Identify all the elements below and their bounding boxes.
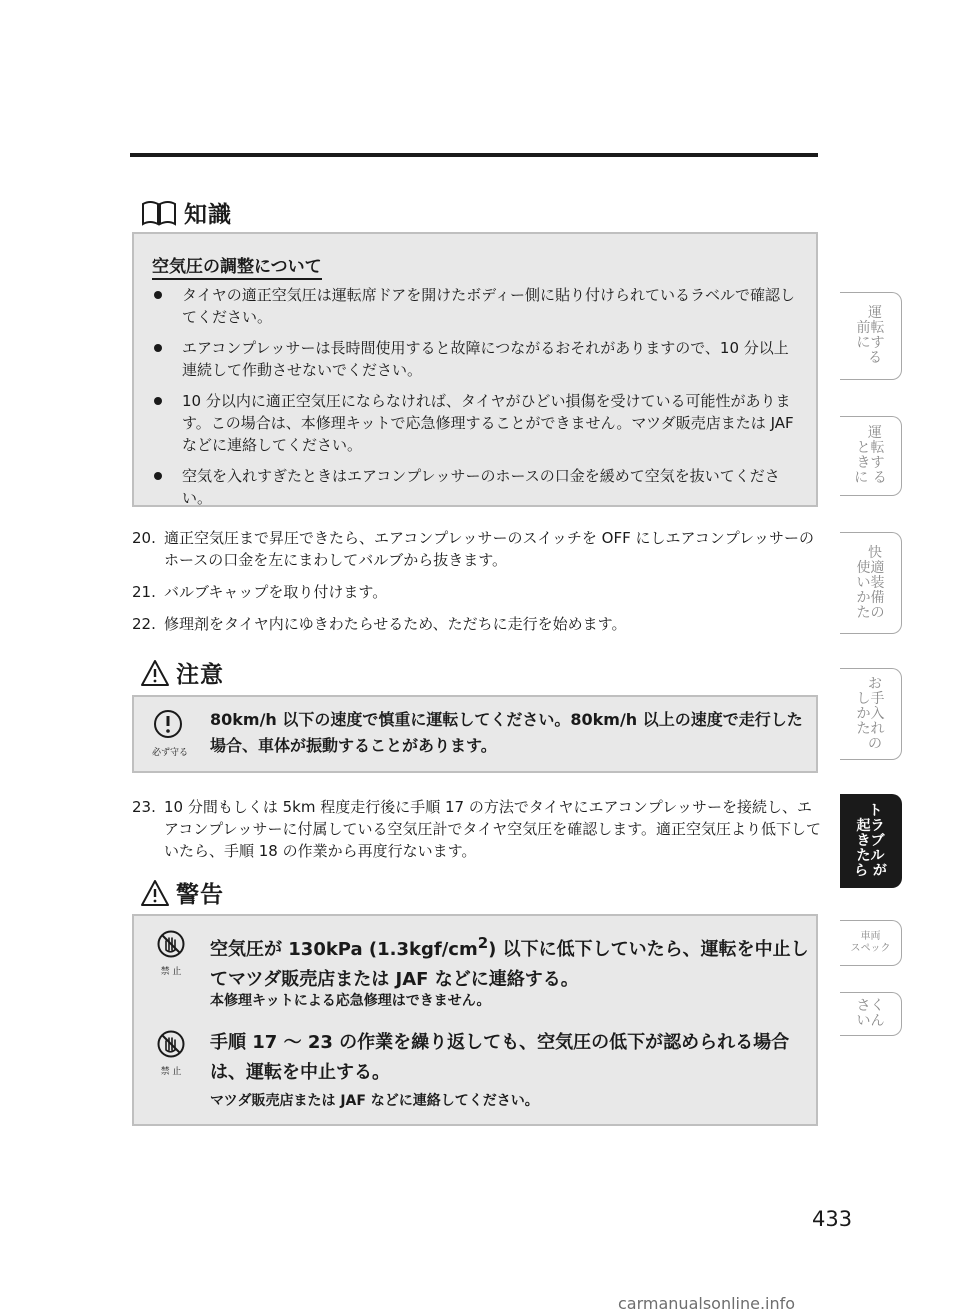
step-item xyxy=(132,613,822,635)
warning-sub-text: マツダ販売店または JAF などに連絡してください。 xyxy=(210,1093,539,1109)
exclamation-circle-icon xyxy=(153,709,183,739)
tab-index[interactable]: さく いん xyxy=(840,992,902,1036)
mandatory-label: 必ず守る xyxy=(152,748,189,758)
step-text: 適正空気圧まで昇圧できたら、エアコンプレッサーのスイッチを OFF にしエアコンプレッサーのホースの口金を左にまわしてバルブから抜きます。 xyxy=(164,529,815,569)
step-item xyxy=(132,581,822,603)
warning-main-text xyxy=(210,1028,810,1088)
warning-main-part: ) 以下に低下していたら、運転を中止してマツダ販売店または JAF などに連絡する。 xyxy=(210,939,809,990)
step-item xyxy=(132,527,822,571)
bullet-item: 空気を入れすぎたときはエアコンプレッサーのホースの口金を緩めて空気を抜いてください。 xyxy=(150,465,800,509)
warning-main-text xyxy=(210,928,810,995)
watermark: carmanualsonline.info xyxy=(618,1294,796,1313)
step-text: 10 分間もしくは 5km 程度走行後に手順 17 の方法でタイヤにエアコンプレッサーを接続し、エアコンプレッサーに付属している空気圧計でタイヤ空気圧を確認します。適正空気圧より低下していたら、手順 18 の作業から再度行ないます。 xyxy=(164,798,822,860)
tab-troubleshooting[interactable]: ト 起ラ きブ たル ら が xyxy=(840,794,902,888)
step-text: 修理剤をタイヤ内にゆきわたらせるため、ただちに走行を始めます。 xyxy=(164,615,627,633)
prohibited-icon xyxy=(156,930,186,977)
step-number: 20. xyxy=(132,529,156,547)
prohibited-label: 禁 止 xyxy=(160,1067,182,1077)
bullet-item: 10 分以内に適正空気圧にならなければ、タイヤがひどい損傷を受けている可能性があります。この場合は、本修理キットで応急修理することができません。マツダ販売店または JAF などに連絡してください。 xyxy=(150,390,800,456)
caution-heading xyxy=(140,656,224,689)
tab-comfort-equipment[interactable]: 快 使適 い装 か備 たの xyxy=(840,532,902,634)
warning-title: 警告 xyxy=(176,882,224,908)
knowledge-title: 知識 xyxy=(184,202,232,228)
tab-when-driving[interactable]: 運 と転 きす に る xyxy=(840,416,902,496)
warning-triangle-icon xyxy=(140,659,170,687)
step-number: 23. xyxy=(132,798,156,816)
superscript: 2 xyxy=(477,934,489,952)
step-item xyxy=(132,796,822,862)
caution-box xyxy=(132,695,818,773)
knowledge-box-title: 空気圧の調整について xyxy=(152,252,322,280)
warning-heading xyxy=(140,876,224,909)
prohibited-label: 禁 止 xyxy=(160,967,182,977)
bullet-item: エアコンプレッサーは長時間使用すると故障につながるおそれがありますので、10 分以上連続して作動させないでください。 xyxy=(150,337,800,381)
warning-sub-text: 本修理キットによる応急修理はできません。 xyxy=(210,993,491,1009)
caution-message: 80km/h 以下の速度で慎重に運転してください。80km/h 以上の速度で走行した場合、車体が振動することがあります。 xyxy=(210,710,803,755)
bullet-item: タイヤの適正空気圧は運転席ドアを開けたボディー側に貼り付けられているラベルで確認してください。 xyxy=(150,284,800,328)
tab-specifications[interactable]: 車両 スペック xyxy=(840,920,902,966)
prohibited-hand-icon xyxy=(157,1030,185,1058)
knowledge-box xyxy=(132,232,818,507)
steps-list-b xyxy=(132,796,822,872)
page-number: 433 xyxy=(812,1207,853,1231)
warning-triangle-icon xyxy=(140,879,170,907)
prohibited-hand-icon xyxy=(157,930,185,958)
caution-title: 注意 xyxy=(176,662,224,688)
prohibited-icon xyxy=(156,1030,186,1077)
warning-box xyxy=(132,914,818,1126)
mandatory-icon xyxy=(152,709,189,758)
warning-main-part: 手順 17 〜 23 の作業を繰り返しても、空気圧の低下が認められる場合は、運転を中止する。 xyxy=(210,1032,790,1083)
warning-main-part: 空気圧が 130kPa (1.3kgf/cm xyxy=(210,939,478,960)
knowledge-heading xyxy=(140,196,232,229)
steps-list-a xyxy=(132,527,822,645)
top-rule xyxy=(130,153,818,157)
tab-maintenance[interactable]: お し手 か入 たれ の xyxy=(840,668,902,760)
tab-before-driving[interactable]: 運 前転 にす る xyxy=(840,292,902,380)
knowledge-bullet-list xyxy=(150,284,800,518)
step-number: 21. xyxy=(132,583,156,601)
book-icon xyxy=(140,198,178,228)
step-number: 22. xyxy=(132,615,156,633)
step-text: バルブキャップを取り付けます。 xyxy=(164,583,388,601)
